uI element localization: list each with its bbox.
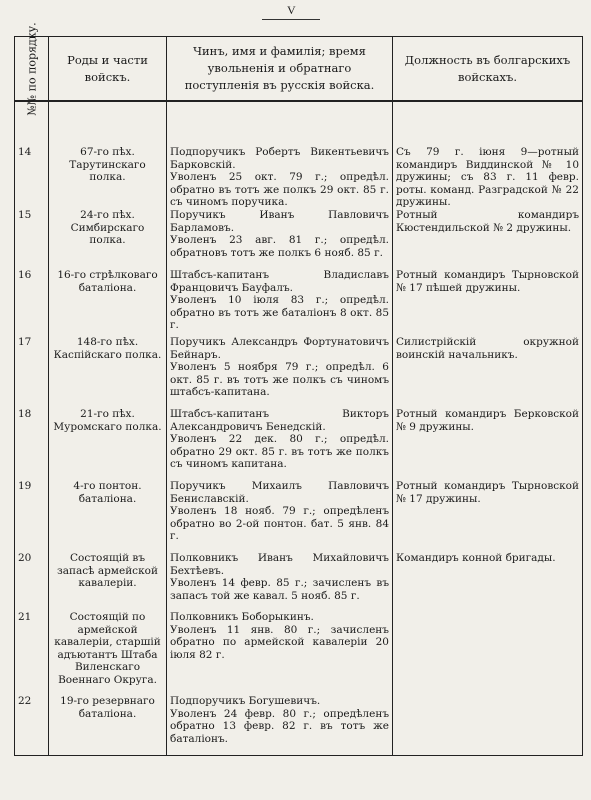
header-unit: Роды и части войскъ. (49, 37, 167, 102)
row-unit: 67-го пѣх. Тарутинскаго полка. (49, 146, 167, 209)
row-unit: 19-го резервнаго баталіона. (49, 695, 167, 755)
row-rank (167, 408, 393, 480)
row-rank-name: Поручикъ Александръ Фортунатовичъ Бейнаръ. (170, 335, 389, 361)
row-rank-name: Подпоручикъ Робертъ Викентьевичъ Барковскій. (170, 146, 389, 171)
table-row (15, 146, 583, 209)
row-dates: Уволенъ 14 февр. 85 г.; зачисленъ въ запасъ той же кавал. 5 нояб. 85 г. (170, 577, 389, 602)
row-rank-name: Поручикъ Иванъ Павловичъ Барламовъ. (170, 208, 389, 234)
row-unit: 4-го понтон. баталіона. (49, 480, 167, 552)
row-dates: Уволенъ 5 ноября 79 г.; опредѣл. 6 окт. 85 г. въ тотъ же полкъ съ чиномъ штабсъ-капитана. (170, 361, 389, 399)
row-unit: 21-го пѣх. Муромскаго полка. (49, 408, 167, 480)
row-rank (167, 146, 393, 209)
row-unit: Состоящій по армейской кавалеріи, старшій адъютантъ Штаба Виленскаго Военнаго Округа. (49, 611, 167, 695)
row-rank (167, 269, 393, 336)
row-rank-name: Штабсъ-капитанъ Владиславъ Францовичъ Бауфалъ. (170, 268, 389, 294)
header-post: Должность въ болгарскихъ войскахъ. (393, 37, 583, 102)
row-rank (167, 611, 393, 695)
row-number: 16 (15, 269, 49, 336)
row-rank (167, 552, 393, 611)
row-post (393, 611, 583, 695)
row-unit: Состоящій въ запасѣ армейской кавалеріи. (49, 552, 167, 611)
row-unit: 148-го пѣх. Каспійскаго полка. (49, 336, 167, 408)
row-post: Командиръ конной бригады. (393, 552, 583, 611)
header-number-label: №№ по порядку. (25, 21, 38, 116)
row-unit: 24-го пѣх. Симбирскаго полка. (49, 209, 167, 269)
header-rank: Чинъ, имя и фамилія; время увольненія и обратнаго поступленія въ русскія войска. (167, 37, 393, 102)
row-post: Ротный командиръ Тырновской № 17 пѣшей дружины. (393, 269, 583, 336)
header-row (15, 37, 583, 102)
row-number: 15 (15, 209, 49, 269)
row-rank-name: Штабсъ-капитанъ Викторъ Александровичъ Бенедскій. (170, 407, 389, 433)
row-dates: Уволенъ 25 окт. 79 г.; опредѣл. обратно въ тотъ же полкъ 29 окт. 85 г. съ чиномъ поручика. (170, 171, 389, 209)
row-number: 18 (15, 408, 49, 480)
row-dates: Уволенъ 23 авг. 81 г.; опредѣл. обратновъ тотъ же полкъ 6 нояб. 85 г. (170, 234, 389, 259)
row-dates: Уволенъ 24 февр. 80 г.; опредѣленъ обратно 13 февр. 82 г. въ тотъ же баталіонъ. (170, 707, 389, 745)
row-rank-name: Поручикъ Михаилъ Павловичъ Бениславскій. (170, 479, 389, 505)
table-row (15, 695, 583, 755)
row-post (393, 695, 583, 755)
row-rank-name: Подпоручикъ Богушевичъ. (170, 694, 321, 707)
row-rank-name: Полковникъ Иванъ Михайловичъ Бехтѣевъ. (170, 551, 389, 577)
table-row (15, 552, 583, 611)
row-number: 20 (15, 552, 49, 611)
row-number: 21 (15, 611, 49, 695)
table-row (15, 611, 583, 695)
row-rank (167, 695, 393, 755)
table-row (15, 209, 583, 269)
page-number: V (287, 3, 296, 17)
row-post: Ротный командиръ Берковской № 9 дружины. (393, 408, 583, 480)
row-post: Ротный командиръ Тырновской № 17 дружины. (393, 480, 583, 552)
table-row (15, 336, 583, 408)
row-number: 14 (15, 146, 49, 209)
header-number (15, 21, 49, 116)
table-row (15, 269, 583, 336)
row-post: Ротный командиръ Кюстендильской № 2 дружины. (393, 209, 583, 269)
row-rank-name: Полковникъ Боборыкинъ. (170, 610, 314, 623)
header-rule (262, 19, 320, 20)
row-rank (167, 336, 393, 408)
spacer-row (15, 101, 583, 146)
bottom-row (15, 755, 583, 756)
row-rank (167, 480, 393, 552)
row-dates: Уволенъ 10 іюля 83 г.; опредѣл. обратно въ тотъ же баталіонъ 8 окт. 85 г. (170, 294, 389, 332)
row-post: Съ 79 г. іюня 9—ротный командиръ Виддинской № 10 дружины; съ 83 г. 11 февр. роты. команд. Разградской № 22 дружины. (393, 146, 583, 209)
row-dates: Уволенъ 18 нояб. 79 г.; опредѣленъ обратно во 2-ой понтон. бат. 5 янв. 84 г. (170, 505, 389, 543)
row-dates: Уволенъ 22 дек. 80 г.; опредѣл. обратно 29 окт. 85 г. въ тотъ же полкъ съ чиномъ капитана. (170, 433, 389, 471)
row-number: 17 (15, 336, 49, 408)
row-number: 22 (15, 695, 49, 755)
row-unit: 16-го стрѣлковаго баталіона. (49, 269, 167, 336)
row-rank (167, 209, 393, 269)
row-dates: Уволенъ 11 янв. 80 г.; зачисленъ обратно по армейской кавалеріи 20 іюля 82 г. (170, 623, 389, 661)
table-row (15, 480, 583, 552)
row-post: Силистрійскій окружной воинскій начальникъ. (393, 336, 583, 408)
table-row (15, 408, 583, 480)
officers-table (14, 21, 583, 756)
row-number: 19 (15, 480, 49, 552)
